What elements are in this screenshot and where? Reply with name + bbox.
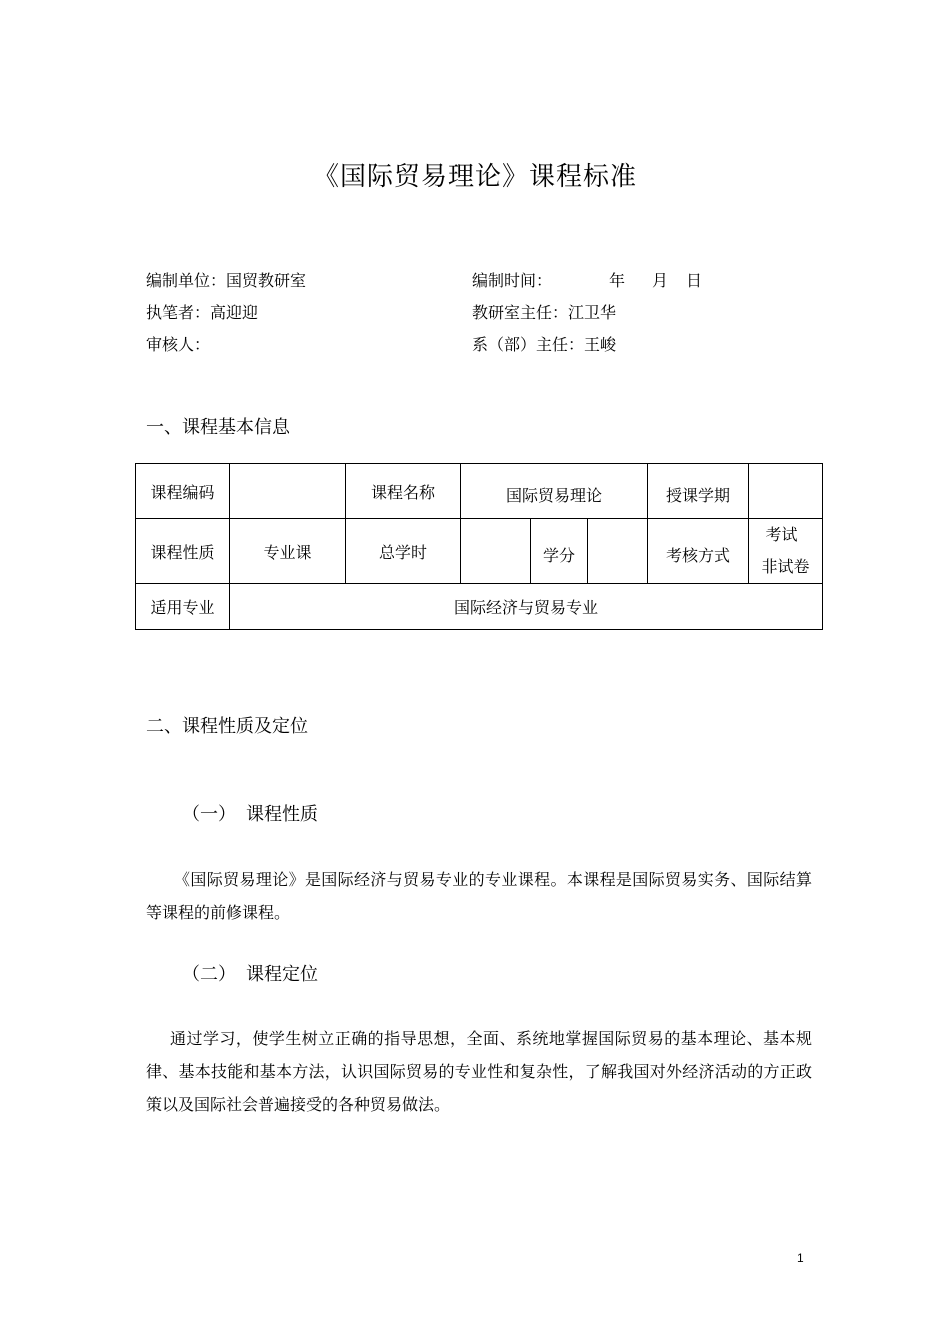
assessment-option-non-paper: 非试卷 — [761, 557, 810, 576]
day-label: 日 — [686, 271, 703, 290]
credit-label: 学分 — [531, 519, 588, 584]
subsection-title-course-nature: 课程性质 — [246, 804, 318, 825]
total-hours-value — [461, 519, 531, 584]
page-number: 1 — [797, 1251, 804, 1265]
compiling-unit: 编制单位：国贸教研室 — [146, 271, 307, 290]
assessment-label: 考核方式 — [648, 519, 749, 584]
applicable-major-value: 国际经济与贸易专业 — [230, 584, 823, 630]
paragraph-course-positioning: 通过学习，使学生树立正确的指导思想，全面、系统地掌握国际贸易的基本理论、基本规律、基本技能和基本方法，认识国际贸易的专业性和复杂性，了解我国对外经济活动的方正政策以及国际社会普遍接受的各种贸易做法。 — [146, 1029, 812, 1114]
assessment-options — [749, 519, 823, 584]
section-heading-nature-positioning: 二、课程性质及定位 — [146, 716, 308, 737]
compiling-time-label: 编制时间： — [472, 271, 553, 290]
author: 执笔者：高迎迎 — [146, 303, 259, 322]
paragraph-course-nature: 《国际贸易理论》是国际经济与贸易专业的专业课程。本课程是国际贸易实务、国际结算等课程的前修课程。 — [146, 870, 812, 922]
department-head: 系（部）主任：王峻 — [472, 335, 617, 354]
reviewer: 审核人： — [146, 335, 211, 354]
section-heading-basic-info: 一、课程基本信息 — [146, 417, 290, 438]
year-label: 年 — [609, 271, 626, 290]
subsection-title-course-positioning: 课程定位 — [246, 964, 318, 985]
term-value — [749, 464, 823, 519]
month-label: 月 — [652, 271, 669, 290]
applicable-major-label: 适用专业 — [136, 584, 230, 630]
assessment-option-exam: 考试 — [765, 525, 798, 544]
office-head: 教研室主任：江卫华 — [472, 303, 617, 322]
course-nature-value: 专业课 — [230, 519, 346, 584]
course-nature-label: 课程性质 — [136, 519, 230, 584]
document-title: 《国际贸易理论》课程标准 — [312, 162, 637, 192]
course-code-label: 课程编码 — [136, 464, 230, 519]
course-name-value: 国际贸易理论 — [461, 464, 648, 519]
total-hours-label: 总学时 — [346, 519, 461, 584]
course-name-label: 课程名称 — [346, 464, 461, 519]
term-label: 授课学期 — [648, 464, 749, 519]
subsection-number-2: （二） — [182, 964, 236, 985]
course-info-table — [135, 463, 823, 630]
credit-value — [588, 519, 648, 584]
subsection-number-1: （一） — [182, 804, 236, 825]
course-code-value — [230, 464, 346, 519]
